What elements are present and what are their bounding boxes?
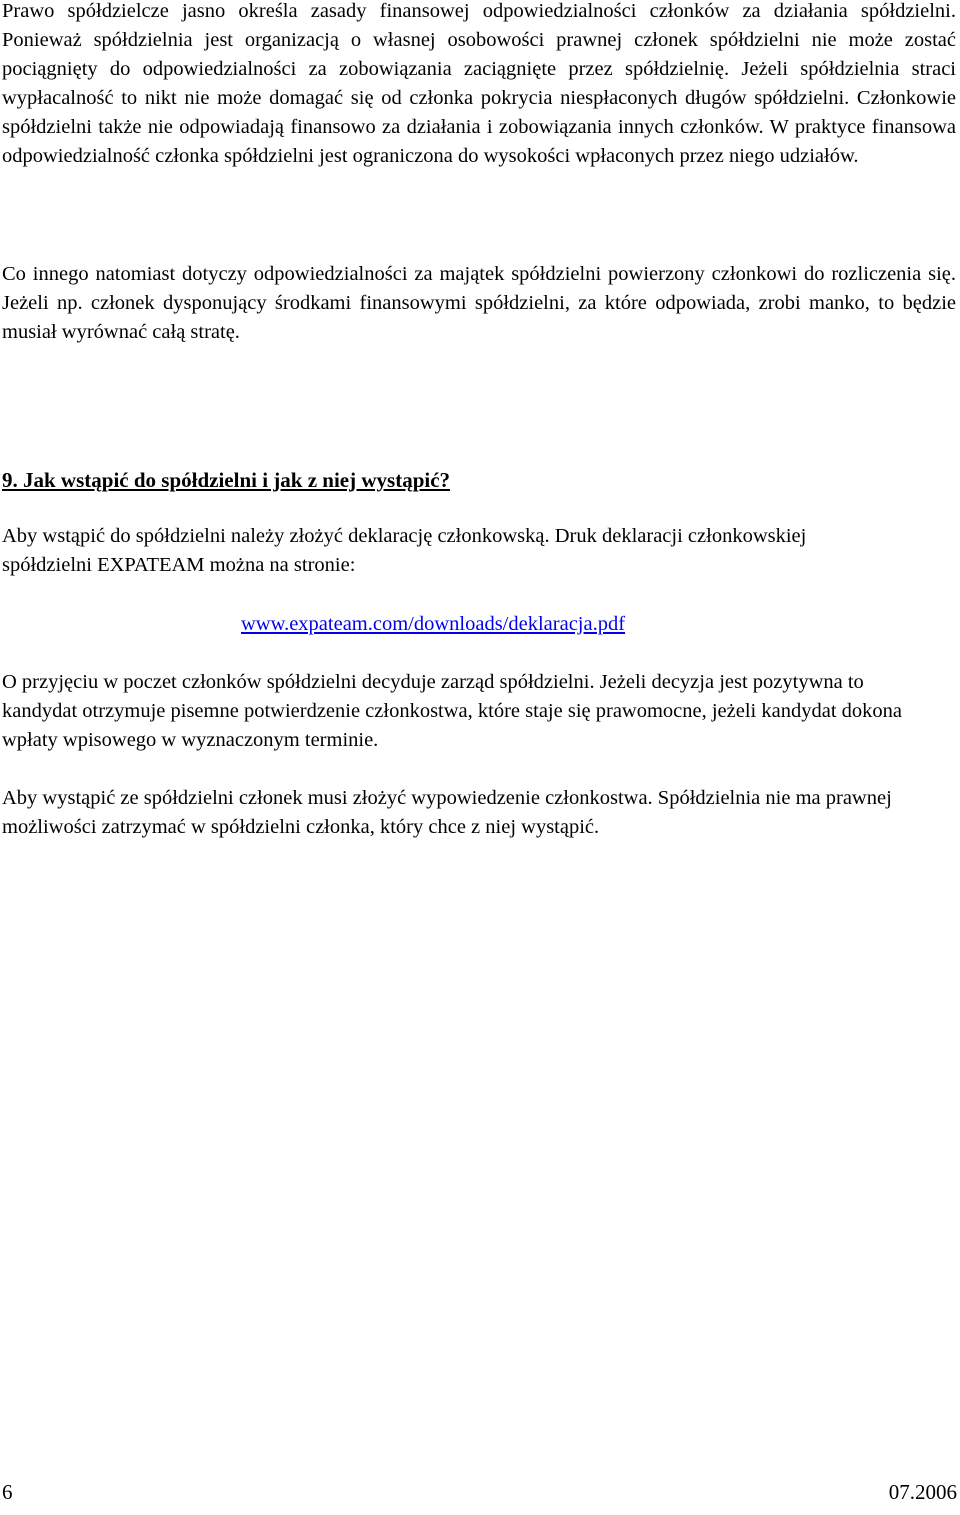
paragraph-financial-liability: Prawo spółdzielcze jasno określa zasady finansowej odpowiedzialności członków za działania spółdzielni. Ponieważ spółdzielnia jest organizacją o własnej osobowości prawnej członek spółdzielni nie może zostać pociągnięty do odpowiedzialności za zobowiązania zaciągnięte przez spółdzielnię. Jeżeli spółdzielnia straci wypłacalność to nikt nie może domagać się od członka pokrycia niespłaconych długów spółdzielni. Członkowie spółdzielni także nie odpowiadają finansowo za działania i zobowiązania innych członków. W praktyce finansowa odpowiedzialność członka spółdzielni jest ograniczona do wysokości wpłaconych przez niego udziałów.	[2, 0, 956, 167]
page-number: 6	[2, 1480, 13, 1504]
paragraph-how-to-leave: Aby wystąpić ze spółdzielni członek musi złożyć wypowiedzenie członkostwa. Spółdzielnia nie ma prawnej możliwości zatrzymać w spółdzielni członka, który chce z niej wystąpić.	[2, 787, 892, 838]
paragraph-admission: O przyjęciu w poczet członków spółdzielni decyduje zarząd spółdzielni. Jeżeli decyzja jest pozytywna to kandydat otrzymuje pisemne potwierdzenie członkostwa, które staje się prawomocne, jeżeli kandydat dokona wpłaty wpisowego w wyznaczonym terminie.	[2, 671, 902, 751]
paragraph-asset-liability: Co innego natomiast dotyczy odpowiedzialności za majątek spółdzielni powierzony członkowi do rozliczenia się. Jeżeli np. członek dysponujący środkami finansowymi spółdzielni, za które odpowiada, zrobi manko, to będzie musiał wyrównać całą stratę.	[2, 263, 956, 343]
paragraph-how-to-join: Aby wstąpić do spółdzielni należy złożyć deklarację członkowską. Druk deklaracji członkowskiej spółdzielni EXPATEAM można na stronie:	[2, 525, 807, 576]
section-heading: 9. Jak wstąpić do spółdzielni i jak z niej wystąpić?	[2, 468, 451, 492]
declaration-link[interactable]: www.expateam.com/downloads/deklaracja.pdf	[241, 613, 626, 635]
footer-date: 07.2006	[888, 1480, 957, 1504]
